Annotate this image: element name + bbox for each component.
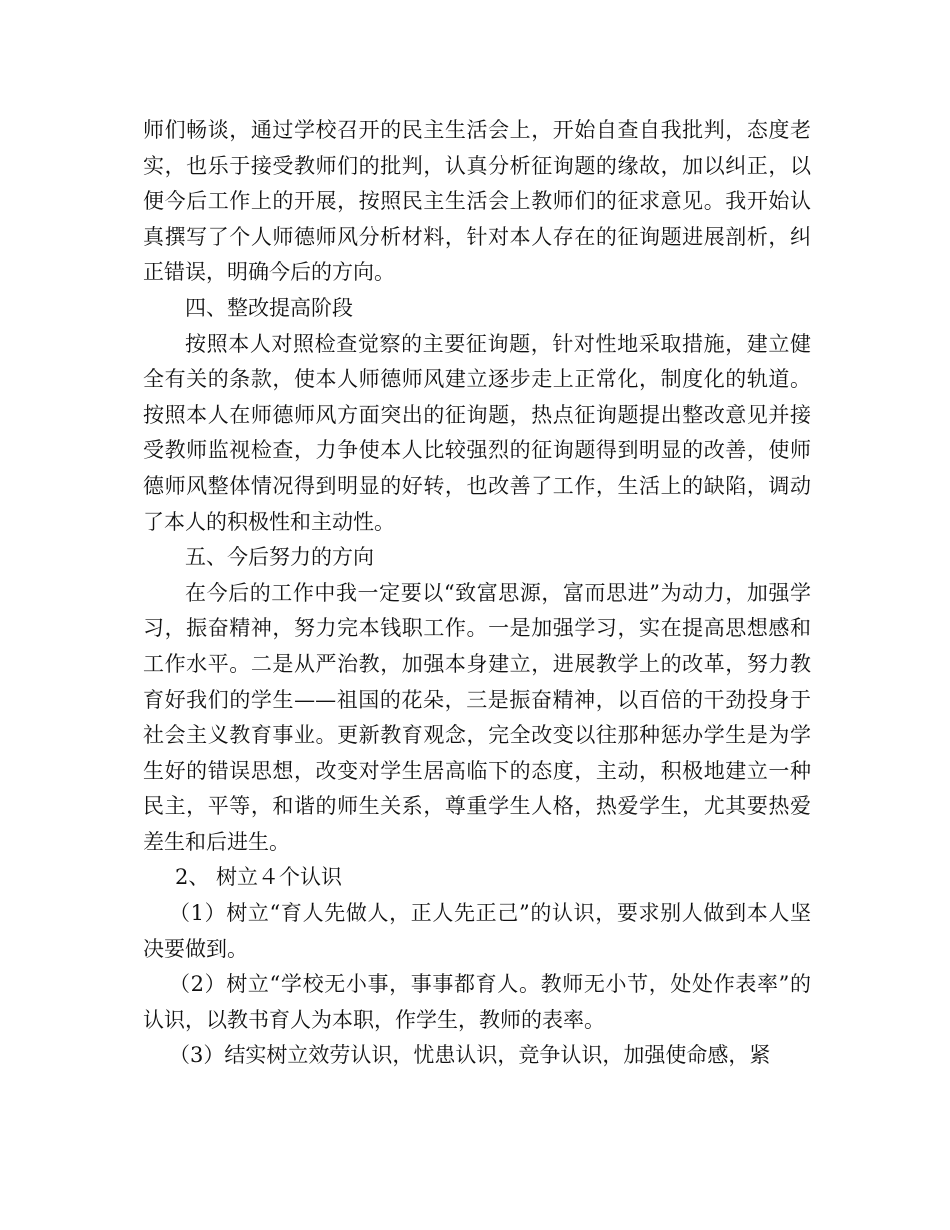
list-item-1: （1）树立“育人先做人，正人先正己”的认识，要求别人做到本人坚决要做到。 [143,901,811,961]
section-heading-4: 四、整改提高阶段 [185,295,353,320]
section-heading-5: 五、今后努力的方向 [185,545,374,570]
list-item-2: （2）树立“学校无小事，事事都育人。教师无小节，处处作表率”的认识，以教书育人为本职，作学生，教师的表率。 [143,972,811,1032]
paragraph-continuation: 师们畅谈，通过学校召开的民主生活会上，开始自查自我批判，态度老实，也乐于接受教师们的批判，认真分析征询题的缘故，加以纠正，以便今后工作上的开展，按照民主生活会上教师们的征求意见。我开始认真撰写了个人师德师风分析材料，针对本人存在的征询题进展剖析，纠正错误，明确今后的方向。 [143,118,811,285]
document-body [143,113,811,1074]
paragraph-rectification: 按照本人对照检查觉察的主要征询题，针对性地采取措施，建立健全有关的条款，使本人师德师风建立逐步走上正常化，制度化的轨道。按照本人在师德师风方面突出的征询题，热点征询题提出整改意见并接受教师监视检查，力争使本人比较强烈的征询题得到明显的改善，使师德师风整体情况得到明显的好转，也改善了工作，生活上的缺陷，调动了本人的积极性和主动性。 [143,331,811,534]
subheading-four-awareness: 2、 树立４个认识 [175,865,343,890]
list-item-3: （3）结实树立效劳认识，忧患认识，竞争认识，加强使命感，紧 [169,1043,771,1068]
paragraph-future-direction: 在今后的工作中我一定要以“致富思源，富而思进”为动力，加强学习，振奋精神，努力完本钱职工作。一是加强学习，实在提高思想感和工作水平。二是从严治教，加强本身建立，进展教学上的改革，努力教育好我们的学生——祖国的花朵，三是振奋精神，以百倍的干劲投身于社会主义教育事业。更新教育观念，完全改变以往那种惩办学生是为学生好的错误思想，改变对学生居高临下的态度，主动，积极地建立一种民主，平等，和谐的师生关系，尊重学生人格，热爱学生，尤其要热爱差生和后进生。 [143,580,811,854]
